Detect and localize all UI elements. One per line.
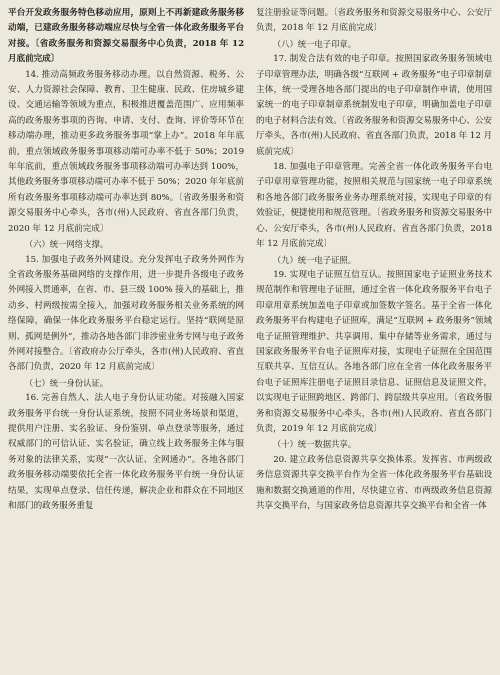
left-column	[8, 6, 244, 675]
item-14-paragraph: 14. 推动高频政务服务移动办理。以自然资源、税务、公安、人力资源社会保障、教育、卫生健康、民政、住房城乡建设、交通运输等领域为重点，积极推进覆盖范围广、应用频率高的政务服务事项的咨询、申请、支付、查询、评价等环节在移动端办理，推动更多政务服务事项“掌上办”。2018 年年底前，重点领域政务服务事项移动端可办率不低于 50%；2019 年年底前，重点领域政务服务事项移动端可办率达到 100%，其他政务服务事项移动端可办率不低于 50%；2020 年年底前所有政务服务事项移动端可办率达到 80%。〔省政务服务和资源交易服务中心牵头，各市(州)人民政府、省直各部门负责，2020 年 12 月底前完成〕	[8, 69, 244, 234]
item-16-paragraph: 16. 完善自然人、法人电子身份认证功能。对接融入国家政务服务平台统一身份认证系统，按照不同业务场景和渠道，提供用户注册、实名验证、身份鉴别、单点登录等服务，通过权威部门的可信认证、实名验证，确立线上政务服务主体与服务对象的法律关系，实现“一次认证、全网通办”。各地各部门政务服务移动端要依托全省一体化政务服务平台统一身份认证结果，实现单点登录、信任传递，解决企业和群众在不同地区和部门的政务服务重复	[8, 393, 244, 511]
section-heading-seal: （八）统一电子印章。	[272, 38, 357, 49]
item-19-paragraph: 19. 实现电子证照互信互认。按照国家电子证照业务技术规范制作和管理电子证照，通过全省一体化政务服务平台电子印章用章系统加盖电子印章或加签数字签名。基于全省一体化政务服务平台构建电子证照库，满足“互联网 + 政务服务”领域电子证照管理维护、共享调用、集中存储等业务需求，通过与国家政务服务平台电子证照库对接，实现电子证照在全国范围互联共享、互信互认。各地各部门应在全省一体化政务服务平台电子证照库注册电子证照目录信息、证照信息及证照文件，以实现电子证照跨地区、跨部门、跨层级共享应用。〔省政务服务和资源交易服务中心牵头，各市(州)人民政府、省直各部门负责，2019 年 12 月底前完成〕	[256, 269, 492, 434]
item-18-paragraph: 18. 加强电子印章管理。完善全省一体化政务服务平台电子印章用章管理功能，按照相关规范与国家统一电子印章系统和各地各部门政务服务业务办理系统对接，实现电子印章的有效验证，便捷使用和规范管理。〔省政务服务和资源交易服务中心、公安厅牵头，各市(州)人民政府、省直各部门负责，2018 年 12 月底前完成〕	[256, 162, 492, 250]
item-17-paragraph: 17. 制发合法有效的电子印章。按照国家政务服务领域电子印章管理办法，明确各级“互联网 + 政务服务”电子印章制章主体，统一受理各地各部门提出的电子印章制作申请，使用国家统一的电子印章制章系统制发电子印章，明确加盖电子印章的电子材料合法有效。〔省政务服务和资源交易服务中心、公安厅牵头，各市(州)人民政府、省直各部门负责，2018 年 12 月底前完成〕	[256, 54, 492, 157]
item-20-paragraph: 20. 建立政务信息资源共享交换体系。发挥省、市两级政务信息资源共享交换平台作为全省一体化政务服务平台基础设施和数据交换通道的作用，尽快建立省、市两级政务信息资源共享交换平台，与国家政务信息资源共享交换平台和全省一体	[256, 454, 492, 511]
section-heading-data-sharing: （十）统一数据共享。	[272, 439, 357, 450]
item-15-paragraph: 15. 加强电子政务外网建设。充分发挥电子政务外网作为全省政务服务基础网络的支撑作用，进一步提升各级电子政务外网接入贯通率，在省、市、县三级 100% 接入的基础上，推动乡、村两级按需全接入，加强对政务服务相关业务系统的网络保障，确保一体化政务服务平台稳定运行。坚持“联网是原则、孤网是例外”，推动各地各部门非涉密业务专网与电子政务外网对接整合。〔省政府办公厅牵头，各市(州)人民政府、省直各部门负责，2020 年 12 月底前完成〕	[8, 254, 244, 373]
section-heading-identity: （七）统一身份认证。	[24, 377, 109, 388]
section-heading-network: （六）统一网络支撑。	[24, 239, 109, 250]
continuation-paragraph: 平台开发政务服务特色移动应用，原则上不再新建政务服务移动端，已建政务服务移动端应尽快与全省一体化政务服务平台对接。〔省政务服务和资源交易服务中心负责，2018 年 12 月底前完成〕	[8, 8, 244, 65]
continuation-paragraph: 复注册验证等问题。〔省政务服务和资源交易服务中心、公安厅负责，2018 年 12 月底前完成〕	[256, 8, 492, 34]
section-heading-license: （九）统一电子证照。	[272, 254, 357, 265]
right-column	[256, 6, 492, 675]
